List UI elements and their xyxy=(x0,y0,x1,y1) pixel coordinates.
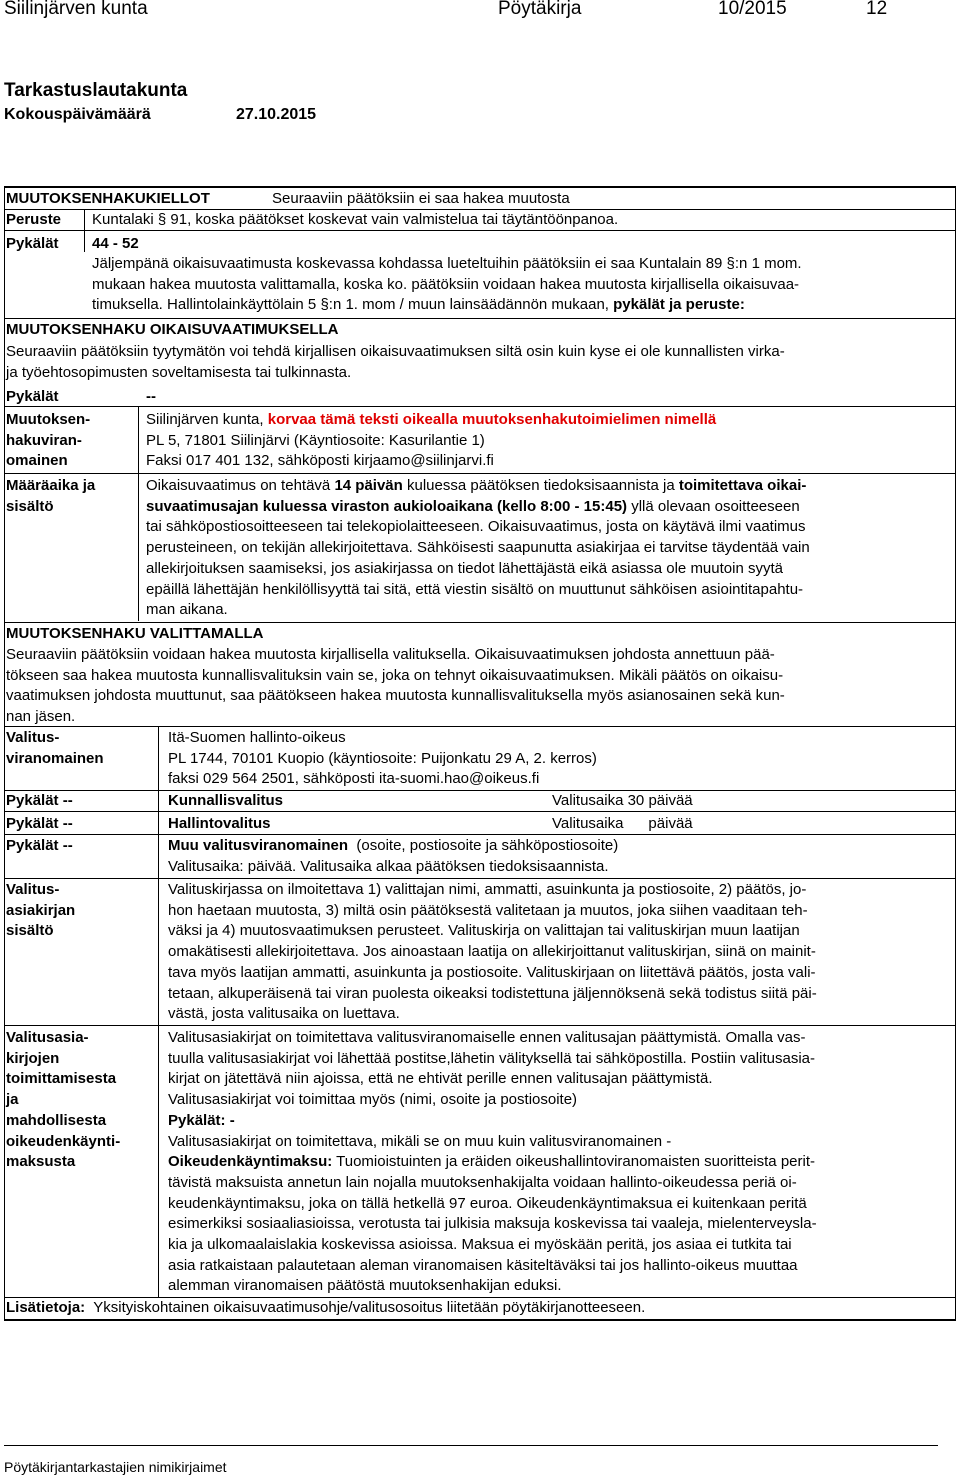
other-authority-label: Pykälät -- xyxy=(6,837,73,854)
authority-name: Siilinjärven kunta, xyxy=(146,411,264,428)
oikaisu-authority-label: Muutoksen- hakuviran- omainen xyxy=(6,411,91,470)
ban-explanation: Jäljempänä oikaisuvaatimusta koskevassa kohdassa lueteltuihin päätöksiin ei saa Kuntalain 89 §:n 1 mom. mukaan hakea muutosta valittamalla, koska ko. päätöksiin voidaan hakea muutosta kirjallisella oikaisuvaa- timuksella. Hallintolainkäyttölain 5 §:n 1. mom / muun lainsäädännön mukaan, pykälät ja peruste: xyxy=(92,255,802,314)
oikaisu-deadline-label: Määräaika ja sisältö xyxy=(6,477,96,515)
valitus-column-rule xyxy=(158,727,159,1297)
document-number: 10/2015 xyxy=(718,0,787,19)
document-type: Pöytäkirja xyxy=(498,0,582,19)
ban-pykalat-value: 44 - 52 xyxy=(92,235,139,252)
oikaisu-authority: Siilinjärven kunta, korvaa tämä teksti oikealla muutoksenhakutoimielimen nimellä PL 5, 71801 Siilinjärvi (Käyntiosoite: Kasurilantie 1) Faksi 017 401 132, sähköposti kirjaamo@siilinjarvi.fi xyxy=(146,411,717,470)
delivery-text: Valitusasiakirjat on toimitettava valitusviranomaiselle ennen valitusajan päättymistä. Omalla vas- tuulla valitusasiakirjat voi lähettää postitse,lähetin välityksellä tai sähköpostilla. Postiin valitusasia- kirjat on jätettävä niin ajoissa, että ne ehtivät perille ennen valitusajan päättymistä. Valitusasiakirjat voi toimittaa myös (nimi, osoite ja postiosoite) Pykälät: - Valitusasiakirjat on toimitettava, mikäli se on muu kuin valitusviranomainen - Oikeudenkäyntimaksu: Tuomioistuinten ja eräiden oikeushallintoviranomaisten suoritteista perit- tävistä maksuista annetun lain nojalla muutoksenhakijalta voidaan hallinto-oikeudessa periä oi- keudenkäyntimaksu, joka on tällä hetkellä 97 euroa. Oikeudenkäyntimaksua ei kuitenkaan peritä esimerkiksi sosiaaliasioissa, verotusta tai julkisia maksuja koskevissa tai vaaleja, mielenterveysla- kia ja ulkomaalaislakia koskevissa asioissa. Maksua ei myöskään peritä, jos asiaa ei tutkita tai asia ratkaistaan palautetaan aleman viranomaisen käsiteltäväksi tai jos hallinto-oikeus muuttaa alemman viranomaisen päätöstä muutoksenhakijan eduksi. xyxy=(168,1029,817,1295)
oikaisu-title: MUUTOKSENHAKU OIKAISUVAATIMUKSELLA xyxy=(6,321,339,338)
oikaisu-deadline-text: Oikaisuvaatimus on tehtävä 14 päivän kuluessa päätöksen tiedoksisaannista ja toimitettava oikai- suvaatimusajan kuluessa viraston aukioloaikana (kello 8:00 - 15:45) yllä olevaan osoitteeseen tai sähköpostiosoitteeseen tai telekopiolaitteeseen. Oikaisuvaatimus, josta on käytävä ilmi vaatimus perusteineen, on tekijän allekirjoitettava. Sähköisesti saapunutta asiakirjaa ei tarvitse täydentää vain allekirjoituksen saamiseksi, jos asiakirjassa on tiedot lähettäjästä eikä asiassa ole muutoin syytä epäillä lähettäjän henkilöllisyyttä tai sitä, että viestin sisältö on muuttunut sähköisen asiointitapahtu- man aikana. xyxy=(146,477,810,619)
hallintovalitus-label: Pykälät -- xyxy=(6,815,73,832)
delivery-label: Valitusasia- kirjojen toimittamisesta ja mahdollisesta oikeudenkäynti- maksusta xyxy=(6,1029,121,1171)
ban-bottom-rule xyxy=(4,318,956,319)
other-authority: Muu valitusviranomainen (osoite, postiosoite ja sähköpostiosoite) Valitusaika: päivää. Valitusaika alkaa päätöksen tiedoksisaannista. xyxy=(168,837,619,875)
content-rule xyxy=(4,1025,956,1026)
ban-column-rule xyxy=(84,210,85,252)
section-top-rule xyxy=(4,186,956,188)
other-authority-rule xyxy=(4,878,956,879)
additional-info: Lisätietoja: Yksityiskohtainen oikaisuvaatimusohje/valitusosoitus liitetään pöytäkirjanotteeseen. xyxy=(6,1299,646,1316)
oikaisu-intro: Seuraaviin päätöksiin tyytymätön voi tehdä kirjallisen oikaisuvaatimuksen siltä osin kuin kyse ei ole kunnallisten virka- ja työehtosopimusten soveltamisesta tai tulkinnasta. xyxy=(6,343,785,381)
valitus-intro: Seuraaviin päätöksiin voidaan hakea muutosta kirjallisella valituksella. Oikaisuvaatimuksen johdosta annettuun pää- tökseen saa hakea muutosta kunnallisvalituksin vain se, joka on tehnyt oikaisuvaatimuksen. Mikäli päätös on oikaisu- vaatimuksen johdosta muuttunut, saa päätökseen hakea muutosta kunnallisvalituksella myös asianosainen sekä kun- nan jäsen. xyxy=(6,646,785,726)
ban-title: MUUTOKSENHAKUKIELLOT xyxy=(6,190,210,207)
oikaisu-pykalat-value: -- xyxy=(146,388,156,405)
hallintovalitus-type: Hallintovalitus xyxy=(168,815,271,832)
valitus-title: MUUTOKSENHAKU VALITTAMALLA xyxy=(6,625,264,642)
oikaisu-authority-rule xyxy=(4,473,956,474)
valitus-authority-label: Valitus- viranomainen xyxy=(6,729,104,767)
hallintovalitus-period: Valitusaika päivää xyxy=(552,815,693,832)
oikaisu-column-rule xyxy=(138,407,139,621)
valitus-authority: Itä-Suomen hallinto-oikeus PL 1744, 70101 Kuopio (käyntiosoite: Puijonkatu 29 A, 2. kerros) faksi 029 564 2501, sähköposti ita-suomi.hao@oikeus.fi xyxy=(168,729,597,788)
meeting-date-label: Kokouspäivämäärä xyxy=(4,106,151,123)
section-bottom-rule xyxy=(4,1319,956,1321)
valitus-authority-rule xyxy=(4,790,956,791)
ban-bold-tail: pykälät ja peruste: xyxy=(613,296,745,314)
peruste-label: Peruste xyxy=(6,211,62,228)
kunnallisvalitus-rule xyxy=(4,811,956,812)
page-number: 12 xyxy=(866,0,888,19)
frame-left-rule xyxy=(4,186,5,1321)
content-label: Valitus- asiakirjan sisältö xyxy=(6,881,76,940)
meeting-date: 27.10.2015 xyxy=(236,106,317,123)
valitus-intro-rule xyxy=(4,726,956,727)
kunnallisvalitus-label: Pykälät -- xyxy=(6,792,73,809)
board-name: Tarkastuslautakunta xyxy=(4,80,188,101)
oikaisu-pykalat-label: Pykälät xyxy=(6,388,59,405)
content-text: Valituskirjassa on ilmoitettava 1) valittajan nimi, ammatti, asuinkunta ja postiosoite, 2) päätös, jo- hon haetaan muutosta, 3) miltä osin päätöksestä valitetaan ja muutos, joka siihen vaaditaan teh- väksi ja 4) muutosvaatimuksen perusteet. Valituskirja on valittajan tai valituskirjan muun laatijan omakätisesti allekirjoitettava. Jos ainoastaan laatija on allekirjoittanut valituskirjan, siinä on mainit- tava myös laatijan ammatti, asuinkunta ja postiosoite. Valituskirjaan on liitettävä päätös, josta vali- tetaan, alkuperäisenä tai viran puolesta oikeaksi todistettuna jäljennöksenä sekä todistus siitä päi- västä, josta valitusaika on luettava. xyxy=(168,881,817,1023)
ban-intro: Seuraaviin päätöksiin ei saa hakea muutosta xyxy=(272,190,570,207)
signature-rule xyxy=(4,1445,938,1446)
peruste-rule xyxy=(4,230,956,231)
hallintovalitus-rule xyxy=(4,834,956,835)
peruste-text: Kuntalaki § 91, koska päätökset koskevat vain valmistelua tai täytäntöönpanoa. xyxy=(92,211,619,228)
kunnallisvalitus-type: Kunnallisvalitus xyxy=(168,792,284,809)
municipality-name: Siilinjärven kunta xyxy=(4,0,148,19)
oikaisu-pykalat-rule xyxy=(4,406,956,407)
oikaisu-bottom-rule xyxy=(4,622,956,623)
frame-right-rule xyxy=(955,186,956,1321)
kunnallisvalitus-period: Valitusaika 30 päivää xyxy=(552,792,693,809)
authority-placeholder: korvaa tämä teksti oikealla muutoksenhakutoimielimen nimellä xyxy=(267,411,717,428)
ban-pykalat-label: Pykälät xyxy=(6,235,59,252)
signature-label: Pöytäkirjantarkastajien nimikirjaimet xyxy=(4,1459,227,1475)
